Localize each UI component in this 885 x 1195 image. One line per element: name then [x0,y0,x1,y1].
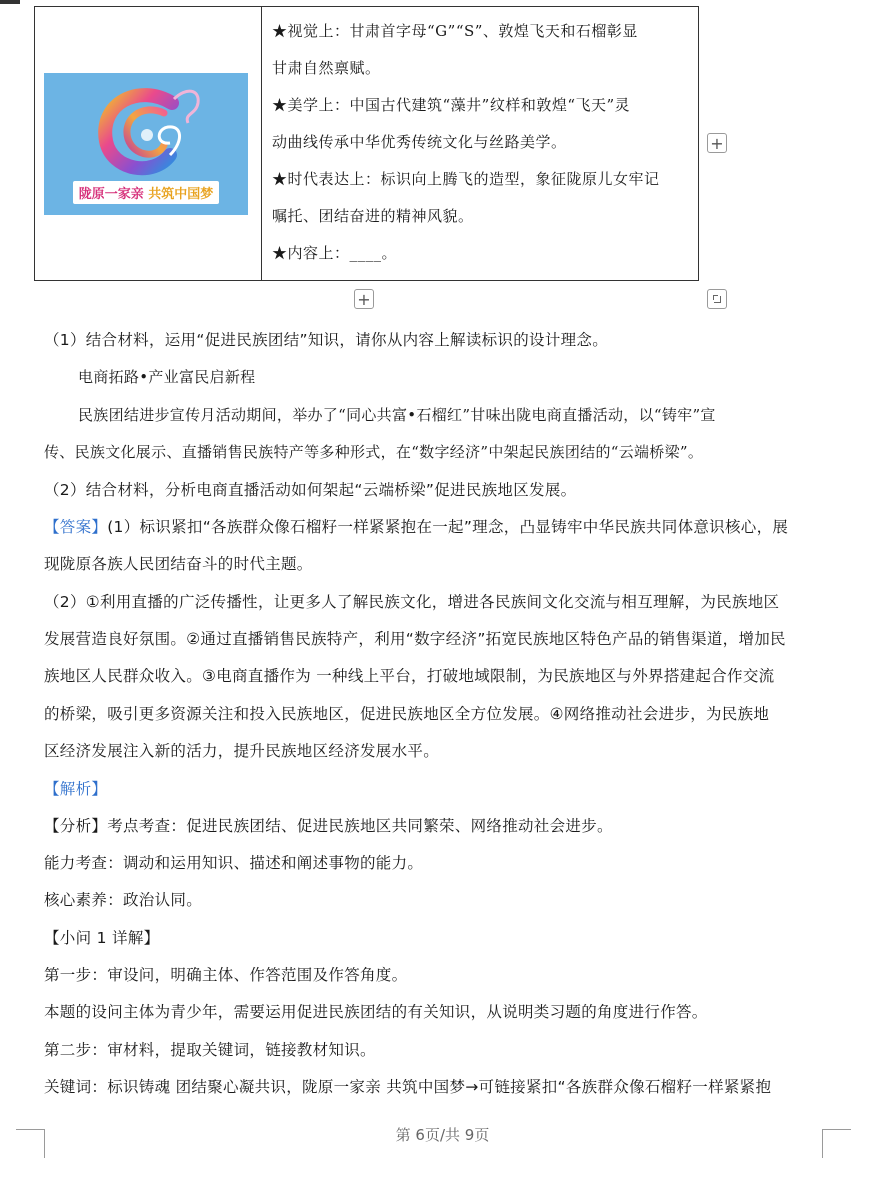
answer-line: 的桥梁，吸引更多资源关注和投入民族地区，促进民族地区全方位发展。④网络推动社会进步，为民族地 [44,705,770,723]
step-line: 第一步：审设问，明确主体、作答范围及作答角度。 [44,966,408,984]
add-row-button[interactable]: + [354,289,374,309]
answer-line: 区经济发展注入新的活力，提升民族地区经济发展水平。 [44,742,440,760]
description-line: 嘱托、团结奋进的精神风貌。 [272,207,474,225]
answer-line: 发展营造良好氛围。②通过直播销售民族特产，利用“数字经济”拓宽民族地区特色产品的销售渠道，增加民 [44,630,786,648]
answer-line: 现陇原各族人民团结奋斗的时代主题。 [44,555,313,573]
material-table [34,6,699,281]
slogan-part-2: 共筑中国梦 [148,187,214,202]
top-corner-mark [0,0,20,4]
page-number: 第 6页/共 9页 [395,1126,490,1144]
logo-cell [35,7,262,280]
answer-tag: 【答案】 [44,518,108,536]
analysis-line: 能力考查：调动和运用知识、描述和阐述事物的能力。 [44,854,424,872]
analysis-line: 【分析】考点考查：促进民族团结、促进民族地区共同繁荣、网络推动社会进步。 [44,817,613,835]
description-line: 甘肃自然禀赋。 [272,59,381,77]
step-line: 第二步：审材料，提取关键词，链接教材知识。 [44,1041,376,1059]
answer-line [44,515,835,537]
answer-line: 族地区人民群众收入。③电商直播作为 一种线上平台，打破地域限制，为民族地区与外界搭建起合作交流 [44,667,775,685]
logo-slogan [44,181,248,204]
keywords-line: 关键词：标识铸魂 团结聚心凝共识，陇原一家亲 共筑中国梦→可链接紧扣“各族群众像石榴籽一样紧紧抱 [44,1078,772,1096]
table-resize-handle[interactable] [707,289,727,309]
step-detail-line: 本题的设问主体为青少年，需要运用促进民族团结的有关知识，从说明类习题的角度进行作答。 [44,1003,708,1021]
analysis-tag: 【解析】 [44,780,108,798]
detail-heading: 【小问 1 详解】 [44,929,160,947]
answer-text: (1）标识紧扣“各族群众像石榴籽一样紧紧抱在一起”理念，凸显铸牢中华民族共同体意识核心，展 [107,518,789,536]
description-line: ★视觉上：甘肃首字母“G”“S”、敦煌飞天和石榴彰显 [272,22,638,40]
description-line: 动曲线传承中华优秀传统文化与丝路美学。 [272,133,567,151]
question-2: （2）结合材料，分析电商直播活动如何架起“云端桥梁”促进民族地区发展。 [44,481,577,499]
material-paragraph-line: 民族团结进步宣传月活动期间，举办了“同心共富•石榴红”甘味出陇电商直播活动，以“铸牢”宣 [78,406,716,424]
question-1: （1）结合材料，运用“促进民族团结”知识，请你从内容上解读标识的设计理念。 [44,331,609,349]
material-subheading: 电商拓路•产业富民启新程 [78,368,256,386]
description-line: ★时代表达上：标识向上腾飞的造型，象征陇原儿女牢记 [272,170,660,188]
emblem-logo-image [44,73,248,215]
slogan-part-1: 陇原一家亲 [78,187,144,202]
add-column-button[interactable]: + [707,133,727,153]
answer-line: （2）①利用直播的广泛传播性，让更多人了解民族文化，增进各民族间文化交流与相互理解，为民族地区 [44,593,780,611]
design-description-cell [262,7,698,280]
material-paragraph-line: 传、民族文化展示、直播销售民族特产等多种形式，在“数字经济”中架起民族团结的“云端桥梁”。 [44,443,704,461]
description-line: ★内容上：____。 [272,244,398,262]
analysis-line: 核心素养：政治认同。 [44,891,203,909]
description-line: ★美学上：中国古代建筑“藻井”纹样和敦煌“飞天”灵 [272,96,631,114]
